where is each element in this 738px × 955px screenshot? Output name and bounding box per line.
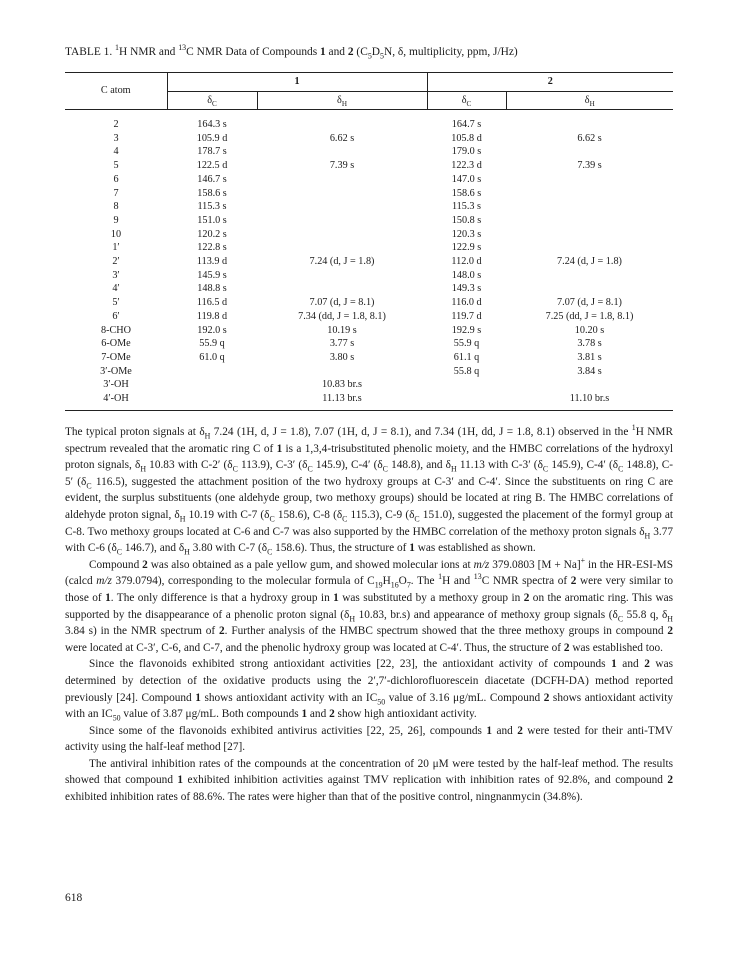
- text-run: C: [542, 464, 549, 474]
- cell-h2: [506, 228, 673, 242]
- cell-atom: 10: [110, 228, 122, 240]
- cell-atom: 3′-OMe: [100, 365, 132, 377]
- text-run: H: [349, 613, 356, 623]
- cell-c1: 55.9 q: [199, 338, 225, 350]
- text-run: C: [267, 547, 273, 557]
- cell-h2: 10.20 s: [574, 324, 605, 336]
- paragraph: [65, 557, 673, 657]
- nmr-data-table: [65, 72, 673, 411]
- cell-h1: 6.62 s: [329, 132, 355, 144]
- text-run: 2: [644, 658, 650, 671]
- text-run: 1: [105, 591, 111, 604]
- text-run: H: [140, 464, 147, 474]
- text-run: 146.7), and δ: [122, 542, 185, 555]
- text-run: . The: [410, 575, 439, 588]
- cell-c2: 119.7 d: [451, 310, 482, 322]
- text-run: 145.9), C-4′ (δ: [312, 459, 383, 472]
- text-run: is a 1,3,4-trisubstituted phenolic moiety, and the HMBC correlations of the hydroxyl proton signals, δ: [65, 442, 673, 472]
- cell-c2: 149.3 s: [451, 283, 482, 295]
- text-run: 379.0794), corresponding to the molecular formula of C: [111, 575, 375, 588]
- caption-text-c: C NMR Data of Compounds: [186, 46, 320, 58]
- cell-c2: 120.3 s: [451, 228, 482, 240]
- text-run: was established too.: [569, 641, 663, 654]
- caption-solvent-d: D: [371, 46, 381, 58]
- text-run: 2: [517, 724, 523, 737]
- text-run: 19: [374, 580, 383, 590]
- text-run: H NMR spectrum revealed that the aromatic ring C of: [65, 426, 673, 455]
- text-run: 7.24 (1H, d, J = 1.8), 7.07 (1H, d, J = 8.1), and 7.34 (1H, dd, J = 1.8, 8.1) observed in the: [210, 426, 632, 438]
- text-run: m/z: [473, 558, 490, 571]
- text-run: in the HR-ESI-MS (calcd: [65, 558, 673, 588]
- text-run: 1: [301, 708, 308, 721]
- cell-h1: 7.07 (d, J = 8.1): [309, 297, 375, 309]
- text-run: C: [382, 464, 388, 474]
- cell-atom: 3′-OH: [103, 379, 129, 391]
- text-run: exhibited inhibition rates of 88.6%. The rates were higher than that of the positive control, ningnanmycin (34.8%).: [65, 791, 583, 804]
- text-run: 1: [486, 724, 493, 737]
- text-run: 2: [219, 625, 225, 638]
- paragraph: [65, 756, 673, 806]
- cell-h1: 11.13 br.s: [257, 392, 427, 410]
- text-run: was determined by detection of the oxidative products using the 2′,7′-dichlorofluorescein diacetate (DCFH-DA) method reported previously [24]. Compound: [65, 658, 673, 704]
- text-run: m/z: [96, 575, 112, 588]
- cell-h1: [257, 269, 427, 283]
- cell-c1: [167, 392, 257, 410]
- cell-h2: [506, 241, 673, 255]
- header-c-atom: C atom: [65, 73, 167, 110]
- cell-atom: 4′-OH: [65, 392, 167, 410]
- text-run: 10.83, br.s) and appearance of methoxy group signals (δ: [355, 608, 618, 621]
- text-run: 1: [611, 658, 617, 671]
- text-run: and: [616, 658, 645, 671]
- text-run: 1: [276, 442, 283, 455]
- cell-c1: 122.8 s: [197, 242, 227, 254]
- table-row: [65, 145, 673, 159]
- cell-atom: 1′: [112, 242, 120, 254]
- table-row: [65, 296, 673, 310]
- text-run: C: [269, 514, 275, 524]
- caption-sup-13: 13: [178, 43, 187, 53]
- text-run: was also obtained as a pale yellow gum, and showed molecular ions at: [147, 558, 474, 571]
- table-row: [65, 200, 673, 214]
- text-run: C: [342, 514, 348, 524]
- cell-atom: 5: [113, 160, 119, 172]
- cell-atom: 6′: [112, 310, 120, 322]
- caption-prefix: TABLE 1.: [65, 46, 116, 58]
- text-run: C: [414, 514, 420, 524]
- text-run: 2: [667, 774, 673, 787]
- text-run: C: [116, 547, 123, 557]
- cell-c2: [427, 392, 506, 410]
- cell-c2: 55.9 q: [453, 338, 480, 350]
- text-run: was substituted by a methoxy group in: [338, 591, 524, 604]
- text-run: 16: [390, 580, 399, 590]
- text-run: C: [618, 464, 624, 474]
- cell-h1: [257, 110, 427, 132]
- cell-c1: [167, 378, 257, 392]
- cell-atom: 7: [113, 187, 119, 199]
- text-run: H: [667, 613, 673, 623]
- header-compound-2: 2: [427, 73, 673, 92]
- text-run: 2: [142, 558, 148, 571]
- text-run: 1: [333, 591, 339, 604]
- body-text: [65, 424, 673, 806]
- text-run: . Further analysis of the HMBC spectrum showed that the three methoxy groups in compound: [224, 625, 668, 638]
- table-caption: [65, 43, 685, 61]
- text-run: 2: [329, 708, 335, 721]
- cell-c2: 105.8 d: [451, 132, 482, 144]
- text-run: C NMR spectra of: [481, 575, 571, 588]
- text-run: were very similar to those of: [65, 575, 673, 604]
- text-run: The typical proton signals at δ: [65, 426, 205, 438]
- caption-sub-5a: 5: [367, 51, 372, 61]
- caption-sup-1: 1: [115, 43, 120, 53]
- cell-h2: [506, 200, 673, 214]
- caption-solvent-c: (C: [353, 46, 368, 58]
- cell-c2: 55.8 q: [453, 365, 480, 377]
- text-run: 113.9), C-3′ (δ: [237, 459, 308, 472]
- cell-h2: 11.10 br.s: [506, 392, 673, 410]
- cell-h1: [257, 173, 427, 187]
- table-row: [65, 392, 673, 410]
- text-run: C: [617, 613, 624, 623]
- cell-h2: [506, 269, 673, 283]
- cell-h1: 7.34 (dd, J = 1.8, 8.1): [298, 310, 386, 322]
- caption-sub-5b: 5: [380, 51, 385, 61]
- caption-compound-1: 1: [320, 46, 326, 58]
- cell-h2: 7.24 (d, J = 1.8): [557, 256, 622, 268]
- header-delta-h-1: $\delta_H$: [257, 92, 427, 110]
- text-run: show high antioxidant activity.: [334, 708, 477, 721]
- cell-h2: [506, 173, 673, 187]
- text-run: 148.8), C-5′ (δ: [65, 459, 673, 488]
- text-run: 151.0), suggested the placement of the formyl group at C-8. Two methoxy groups located at C-6 and C-7 was also supported by the HMBC correlation of the methoxy proton signals δ: [65, 508, 673, 538]
- text-run: 11.13 with C-3′ (δ: [456, 459, 543, 472]
- cell-h2: 6.62 s: [577, 132, 602, 144]
- text-run: value of 3.16 μg/mL. Compound: [385, 691, 544, 704]
- header-compound-1: 1: [167, 73, 427, 92]
- text-run: Since some of the flavonoids exhibited antivirus activities [22, 25, 26], compounds: [89, 724, 487, 737]
- text-run: H: [451, 464, 457, 474]
- cell-c2: 150.8 s: [451, 214, 482, 226]
- text-run: 1: [195, 691, 201, 704]
- cell-c2: 179.0 s: [451, 146, 482, 158]
- cell-c1: 116.5 d: [196, 297, 228, 309]
- text-run: 13: [473, 572, 482, 582]
- text-run: 3.80 with C-7 (δ: [189, 542, 268, 555]
- cell-c1: 113.9 d: [196, 256, 228, 268]
- cell-h2: 7.25 (dd, J = 1.8, 8.1): [545, 310, 634, 322]
- cell-h2: 3.84 s: [577, 365, 602, 377]
- cell-atom: 7-OMe: [101, 351, 131, 363]
- table-row: [65, 269, 673, 283]
- cell-h1: 10.83 br.s: [322, 379, 362, 391]
- text-run: on the aromatic ring. This was supported by the disappearance of a phenolic proton signal (δ: [65, 591, 674, 621]
- text-run: 145.9), C-4′ (δ: [548, 459, 619, 472]
- cell-h1: [257, 365, 427, 379]
- cell-c2: 116.0 d: [451, 297, 482, 309]
- cell-c1: 192.0 s: [197, 324, 227, 336]
- text-run: 7: [406, 580, 411, 590]
- text-run: 3.77 with C-6 (δ: [65, 525, 673, 555]
- text-run: shows antioxidant activity with an IC: [200, 691, 378, 704]
- table-row: [65, 132, 673, 146]
- paragraph: [65, 424, 673, 557]
- cell-h2: [506, 378, 673, 392]
- text-run: exhibited inhibition activities against TMV replication with inhibition rates of 92.8%, and compound: [183, 774, 668, 787]
- table-row: [65, 282, 673, 296]
- paragraph: [65, 723, 673, 756]
- table-row: [65, 187, 673, 201]
- text-run: 2: [563, 641, 570, 654]
- cell-c1: [167, 365, 257, 379]
- cell-h2: [506, 110, 673, 132]
- cell-atom: 2: [113, 119, 119, 130]
- paragraph: [65, 656, 673, 722]
- cell-atom: 9: [113, 214, 119, 226]
- cell-h1: 7.39 s: [329, 160, 355, 172]
- cell-h2: [506, 282, 673, 296]
- table-row: [65, 365, 673, 379]
- text-run: H: [644, 530, 651, 540]
- cell-h2: 7.07 (d, J = 8.1): [557, 297, 622, 309]
- cell-atom: 2′: [112, 256, 120, 268]
- cell-atom: 6: [113, 173, 119, 185]
- table-row: [65, 110, 673, 132]
- text-run: shows antioxidant activity with an IC: [65, 691, 673, 721]
- cell-h1: [257, 200, 427, 214]
- text-run: and: [307, 708, 330, 721]
- cell-h2: 7.39 s: [577, 160, 602, 172]
- table-row: [65, 337, 673, 351]
- cell-c1: 120.2 s: [197, 228, 227, 240]
- text-run: 50: [112, 713, 121, 723]
- text-run: 2: [543, 691, 550, 704]
- cell-c2: 147.0 s: [451, 173, 482, 185]
- cell-h1: [257, 228, 427, 242]
- cell-c2: 158.6 s: [451, 187, 482, 199]
- cell-atom: 8: [113, 201, 119, 213]
- page-number: 618: [65, 892, 83, 904]
- cell-h1: 10.19 s: [327, 324, 357, 336]
- cell-h1: [257, 145, 427, 159]
- table-row: [65, 378, 673, 392]
- text-run: C: [86, 481, 92, 491]
- cell-h2: [506, 145, 673, 159]
- text-run: were located at C-3′, C-6, and C-7, and the phenolic hydroxy group was located at C-4′. Thus, the structure of: [65, 641, 564, 654]
- cell-c2: 148.0 s: [451, 269, 482, 281]
- table-row: [65, 255, 673, 269]
- cell-h1: [257, 282, 427, 296]
- cell-h2: [506, 214, 673, 228]
- cell-h1: 3.80 s: [329, 351, 355, 363]
- cell-c1: 61.0 q: [199, 351, 225, 363]
- cell-atom: 3′: [112, 269, 120, 281]
- cell-atom: 5′: [112, 297, 120, 309]
- cell-c2: 164.7 s: [451, 119, 482, 130]
- text-run: 2: [667, 625, 673, 638]
- cell-c1: 115.3 s: [197, 201, 227, 213]
- text-run: 50: [377, 696, 386, 706]
- text-run: 115.3), C-9 (δ: [347, 508, 415, 521]
- cell-c1: 105.9 d: [196, 132, 228, 144]
- text-run: 1: [409, 542, 415, 555]
- table-row: [65, 228, 673, 242]
- text-run: . The only difference is that a hydroxy group in: [110, 591, 334, 604]
- text-run: 158.6), C-8 (δ: [274, 508, 343, 521]
- cell-h2: 3.78 s: [577, 338, 602, 350]
- header-delta-c-2: $\delta_C$: [427, 92, 506, 110]
- text-run: H: [382, 575, 391, 588]
- text-run: Since the flavonoids exhibited strong antioxidant activities [22, 23], the antioxidant activity of compounds: [89, 658, 612, 671]
- table-row: [65, 159, 673, 173]
- cell-atom: 8-CHO: [101, 324, 131, 336]
- text-run: and: [492, 724, 518, 737]
- text-run: 55.8 q, δ: [623, 608, 668, 621]
- text-run: C: [232, 464, 238, 474]
- cell-c2: 122.9 s: [451, 242, 482, 254]
- table-row: [65, 310, 673, 324]
- header-delta-c-1: $\delta_C$: [167, 92, 257, 110]
- table-row: [65, 214, 673, 228]
- text-run: 3.84 s) in the NMR spectrum of: [65, 625, 220, 638]
- text-run: H: [204, 431, 211, 441]
- text-run: C: [307, 464, 313, 474]
- table-row: [65, 351, 673, 365]
- text-run: 2: [523, 591, 530, 604]
- cell-c2: [427, 378, 506, 392]
- text-run: Compound: [89, 558, 143, 571]
- cell-h1: [257, 187, 427, 201]
- table-row: [65, 241, 673, 255]
- cell-c1: 146.7 s: [197, 173, 227, 185]
- text-run: O: [398, 575, 407, 588]
- text-run: 1: [177, 774, 184, 787]
- text-run: 10.83 with C-2′ (δ: [146, 459, 233, 472]
- text-run: H: [179, 514, 186, 524]
- text-run: 1: [438, 572, 443, 582]
- cell-c2: 61.1 q: [453, 351, 480, 363]
- cell-h1: [257, 214, 427, 228]
- text-run: 1: [631, 423, 636, 433]
- cell-h1: 7.24 (d, J = 1.8): [309, 256, 375, 268]
- caption-compound-2: 2: [347, 46, 354, 58]
- cell-c1: 158.6 s: [197, 187, 227, 199]
- cell-atom: 6-OMe: [101, 338, 131, 350]
- caption-text-h: H NMR and: [119, 46, 179, 58]
- cell-atom: 4: [113, 146, 119, 158]
- cell-h2: [506, 187, 673, 201]
- cell-atom: 3: [113, 132, 119, 144]
- cell-c2: 122.3 d: [451, 160, 482, 172]
- text-run: 158.6). Thus, the structure of: [272, 542, 410, 555]
- cell-c2: 112.0 d: [451, 256, 482, 268]
- text-run: 2: [570, 575, 577, 588]
- cell-atom: 4′: [112, 283, 120, 295]
- cell-c1: 119.8 d: [196, 310, 228, 322]
- table-header-row-compounds: [65, 73, 673, 92]
- text-run: 379.0803 [M + Na]: [489, 558, 581, 571]
- text-run: The antiviral inhibition rates of the compounds at the concentration of 20 μM were tested by the half-leaf method. The results showed that compound: [65, 757, 673, 787]
- text-run: H: [184, 547, 190, 557]
- text-run: 116.5), suggested the attachment position of the two hydroxy groups at C-3′ and C-4′. Since the substituents on ring C are evident, the surplus substituents (one aldehyde group, two methoxy groups) should be located at ring B. The HMBC correlations of aldehyde proton signal, δ: [65, 475, 674, 521]
- cell-c2: 115.3 s: [451, 201, 482, 213]
- text-run: +: [580, 555, 586, 565]
- cell-c1: 164.3 s: [197, 119, 227, 130]
- cell-c1: 178.7 s: [197, 146, 227, 158]
- table-row: [65, 173, 673, 187]
- cell-h1: [257, 241, 427, 255]
- text-run: 10.19 with C-7 (δ: [185, 508, 270, 521]
- text-run: value of 3.87 μg/mL. Both compounds: [120, 708, 302, 721]
- caption-and: and: [325, 46, 348, 58]
- caption-rest: N, δ, multiplicity, ppm, J/Hz): [384, 46, 518, 58]
- cell-c1: 145.9 s: [197, 269, 227, 281]
- cell-h1: 3.77 s: [329, 338, 355, 350]
- text-run: 148.8), and δ: [387, 459, 452, 472]
- cell-h2: 3.81 s: [577, 351, 602, 363]
- cell-c1: 122.5 d: [196, 160, 228, 172]
- text-run: were tested for their anti-TMV activity using the half-leaf method [27].: [65, 724, 673, 754]
- text-run: H and: [442, 575, 474, 588]
- cell-c1: 151.0 s: [197, 214, 227, 226]
- cell-c1: 148.8 s: [197, 283, 227, 295]
- text-run: was established as shown.: [414, 542, 536, 555]
- header-delta-h-2: $\delta_H$: [506, 92, 673, 110]
- cell-c2: 192.9 s: [451, 324, 482, 336]
- table-row: [65, 324, 673, 338]
- table-body: [65, 110, 673, 411]
